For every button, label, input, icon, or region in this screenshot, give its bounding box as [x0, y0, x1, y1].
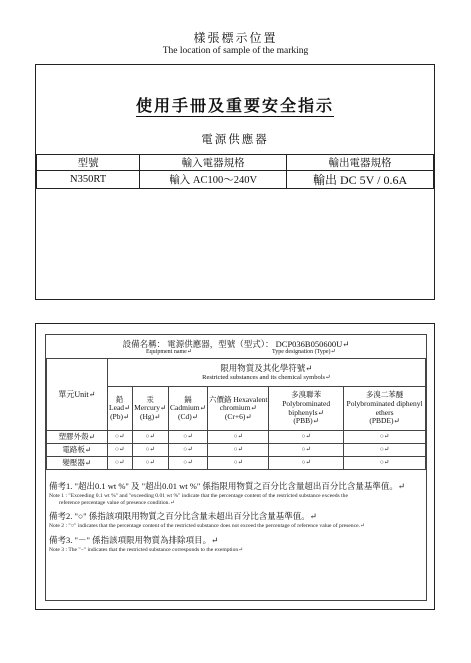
mark-cell: ○↵: [168, 444, 208, 457]
manual-title: 使用手冊及重要安全指示: [135, 98, 334, 115]
mark-cell: ○↵: [344, 457, 426, 470]
mark-cell: ○↵: [344, 431, 426, 444]
spec-input: 輸入 AC100～240V: [140, 171, 287, 189]
manual-label-box: [35, 64, 435, 300]
marking-location-subtitle: The location of sample of the marking: [162, 46, 309, 56]
mark-cell: ○↵: [132, 444, 168, 457]
mark-cell: ○↵: [208, 431, 269, 444]
note-1-zh: 備考1. "超出0.1 wt %" 及 "超出0.01 wt %" 係指限用物質之百分比含量超出百分比含量基準值。↵: [49, 481, 406, 491]
equipment-name-en: Equipment name↵: [146, 349, 192, 355]
unit-transformer: 變壓器↵: [47, 457, 108, 470]
rohs-box: [35, 323, 435, 610]
spec-value-row: [37, 171, 434, 189]
substance-mercury: 汞Mercury↵ (Hg)↵: [132, 387, 168, 431]
mark-cell: ○↵: [132, 457, 168, 470]
mark-cell: ○↵: [168, 431, 208, 444]
note-2-zh: 備考2. "○" 係指該項限用物質之百分比含量未超出百分比含量基準值。↵: [49, 511, 317, 521]
mark-cell: ○↵: [107, 444, 132, 457]
mark-cell: ○↵: [269, 444, 344, 457]
spec-header-row: [37, 155, 434, 171]
mark-cell: ○↵: [107, 431, 132, 444]
mark-cell: ○↵: [269, 457, 344, 470]
mark-cell: ○↵: [269, 431, 344, 444]
marking-location-title: 樣張標示位置: [193, 31, 278, 45]
table-row: [47, 431, 426, 444]
spec-header-output: 輸出電器規格: [287, 155, 434, 171]
substance-lead: 鉛Lead↵ (Pb)↵: [107, 387, 132, 431]
note-2-en: Note 2 : "○" indicates that the percentage content of the restricted substance does not exceed the percentage of reference value of presence.↵: [49, 523, 365, 529]
rohs-declaration: [45, 334, 427, 601]
note-1-en-cont: reference percentage value of presence condition.↵: [59, 500, 175, 506]
mark-cell: ○↵: [208, 457, 269, 470]
substance-pbb: 多溴聯苯 Polybrominated biphenyls↵ (PBB)↵: [269, 387, 344, 431]
unit-circuit-board: 電路板↵: [47, 444, 108, 457]
spec-table: [36, 154, 434, 189]
spec-header-model: 型號: [37, 155, 140, 171]
mark-cell: ○↵: [208, 444, 269, 457]
substance-hexavalent-chromium: 六價鉻 Hexavalent chromium↵ (Cr+6)↵: [208, 387, 269, 431]
manual-subtitle: 電源供應器: [201, 134, 269, 146]
restricted-header-row: [47, 359, 426, 387]
note-3-zh: 備考3. "－" 係指該項限用物質為排除項目。↵: [49, 535, 219, 545]
note-3-en: Note 3 : The "−" indicates that the restricted substance corresponds to the exemption↵: [49, 547, 243, 553]
spec-header-input: 輸入電器規格: [140, 155, 287, 171]
table-row: [47, 457, 426, 470]
spec-model: N350RT: [37, 171, 140, 189]
mark-cell: ○↵: [344, 444, 426, 457]
note-1-en: Note 1 : "Exceeding 0.1 wt %" and "exceeding 0.01 wt %" indicate that the percentage content of the restricted substance exceeds the: [49, 493, 348, 499]
mark-cell: ○↵: [107, 457, 132, 470]
spec-output: 輸出 DC 5V / 0.6A: [287, 171, 434, 189]
unit-header: 單元Unit↵: [47, 359, 108, 431]
type-designation-en: Type designation (Type)↵: [272, 349, 336, 355]
table-row: [47, 444, 426, 457]
substance-cadmium: 鎘Cadmium↵ (Cd)↵: [168, 387, 208, 431]
substance-table: [46, 358, 426, 470]
restricted-header: 限用物質及其化學符號↵ Restricted substances and its chemical symbols↵: [107, 359, 425, 387]
mark-cell: ○↵: [168, 457, 208, 470]
mark-cell: ○↵: [132, 431, 168, 444]
equipment-line: 設備名稱： 電源供應器，型號（型式）： DCP036B050600U↵: [122, 339, 350, 349]
unit-plastic-housing: 塑膠外殼↵: [47, 431, 108, 444]
substance-pbde: 多溴二苯醚 Polybrominated diphenyl ethers (PBDE)↵: [344, 387, 426, 431]
